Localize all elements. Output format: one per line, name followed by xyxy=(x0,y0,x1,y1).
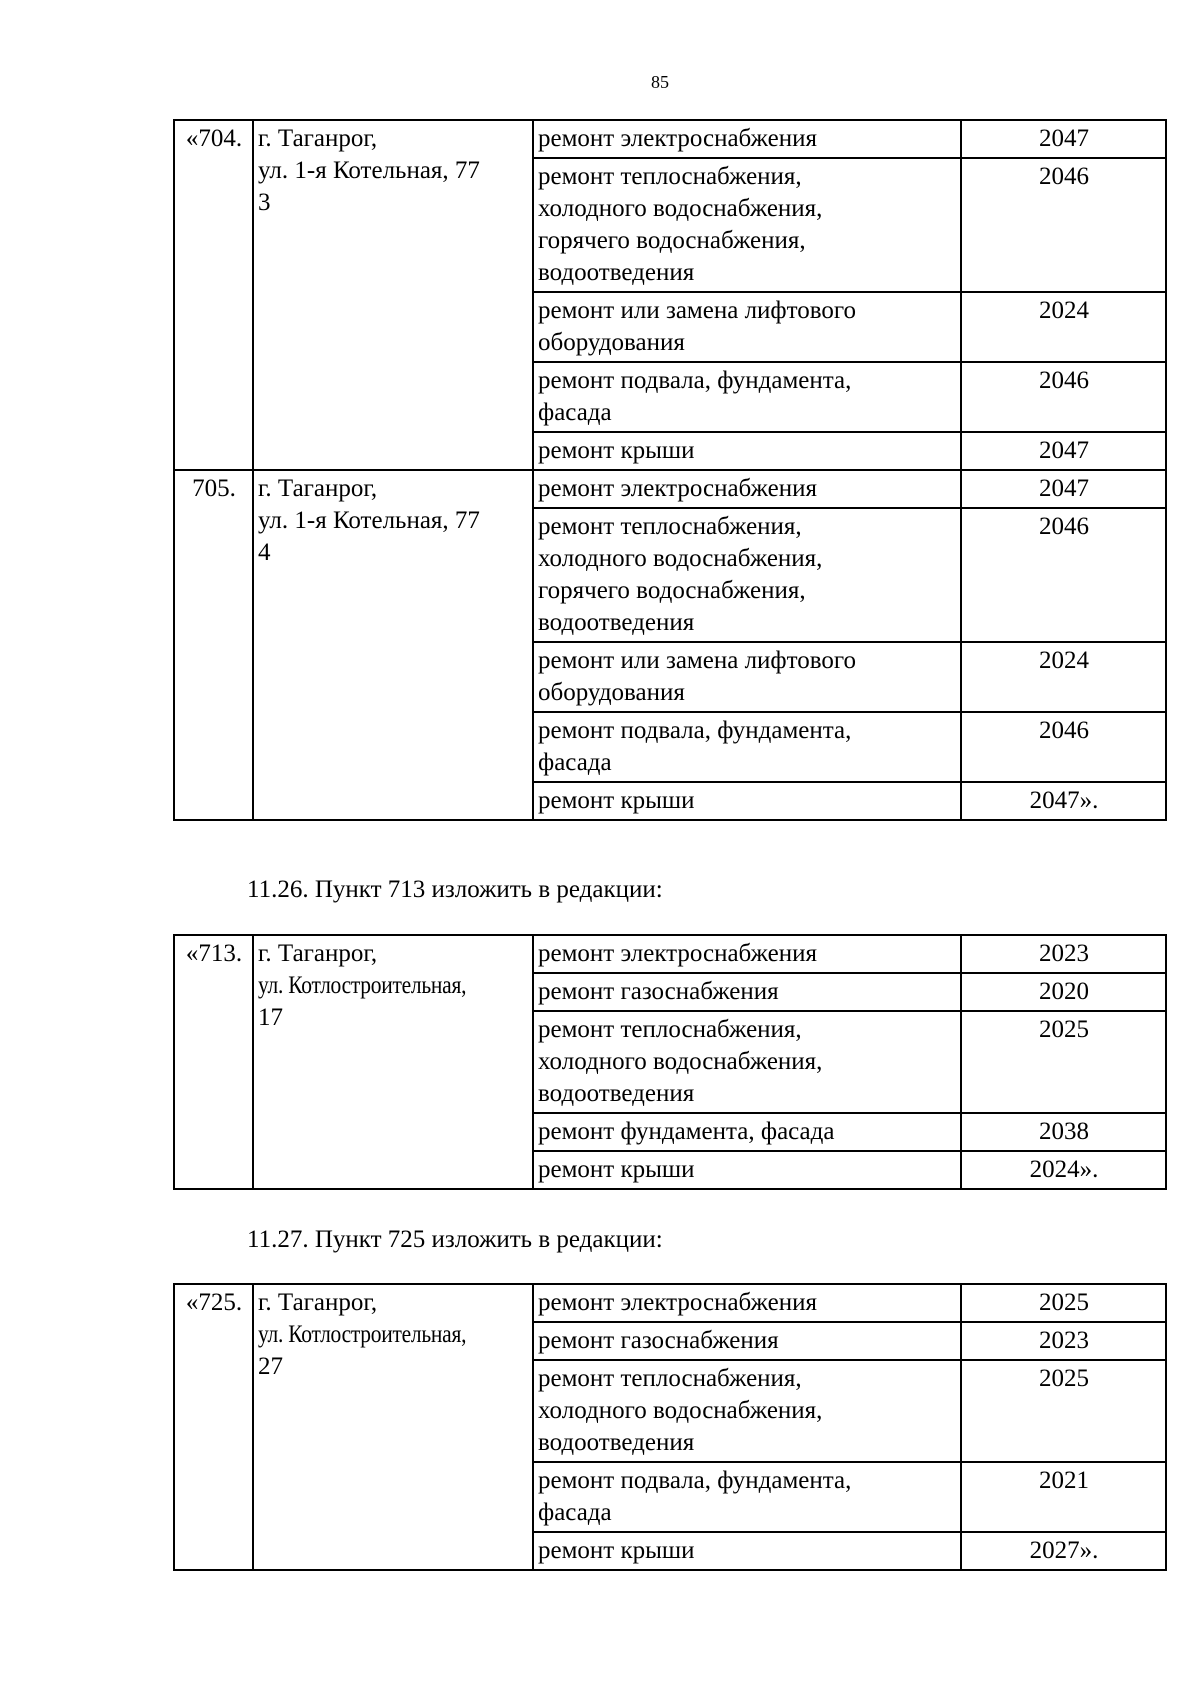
year-cell: 2047». xyxy=(961,782,1166,820)
work-type-text: водоотведения xyxy=(538,1080,695,1107)
work-type-cell xyxy=(533,1113,961,1151)
work-type-text: холодного водоснабжения, xyxy=(538,195,823,222)
work-type-text: ремонт крыши xyxy=(538,1537,695,1564)
address-street-text: ул. Котлостроительная, xyxy=(258,1321,467,1348)
work-type-cell xyxy=(533,1532,961,1570)
address-street-text: ул. Котлостроительная, xyxy=(258,972,467,999)
year-cell: 2038 xyxy=(961,1113,1166,1151)
work-type-text: ремонт подвала, фундамента, xyxy=(538,717,852,744)
work-type-text: ремонт теплоснабжения, xyxy=(538,513,802,540)
year-cell: 2047 xyxy=(961,120,1166,158)
work-type-text: ремонт электроснабжения xyxy=(538,1289,817,1316)
work-type-text: горячего водоснабжения, xyxy=(538,577,806,604)
work-type-text: ремонт крыши xyxy=(538,1156,695,1183)
work-type-text: холодного водоснабжения, xyxy=(538,545,823,572)
work-type-text: ремонт крыши xyxy=(538,437,695,464)
year-cell: 2024». xyxy=(961,1151,1166,1189)
year-cell: 2047 xyxy=(961,432,1166,470)
year-cell: 2023 xyxy=(961,935,1166,973)
page-number: 85 xyxy=(651,72,669,92)
year-cell: 2020 xyxy=(961,973,1166,1011)
address-building: 17 xyxy=(258,1004,283,1031)
item-number: «725. xyxy=(174,1284,253,1570)
work-type-cell xyxy=(533,1151,961,1189)
address-cell xyxy=(253,470,533,820)
address-cell xyxy=(253,120,533,470)
table-row xyxy=(174,470,1166,508)
work-type-cell xyxy=(533,120,961,158)
year-cell: 2025 xyxy=(961,1284,1166,1322)
year-cell: 2025 xyxy=(961,1011,1166,1113)
work-type-text: горячего водоснабжения, xyxy=(538,227,806,254)
work-type-text: холодного водоснабжения, xyxy=(538,1048,823,1075)
work-type-cell xyxy=(533,782,961,820)
year-cell: 2021 xyxy=(961,1462,1166,1532)
year-cell: 2024 xyxy=(961,292,1166,362)
work-type-text: ремонт электроснабжения xyxy=(538,125,817,152)
work-type-cell xyxy=(533,1011,961,1113)
address-street: ул. 1-я Котельная, 77 xyxy=(258,507,480,534)
work-type-text: ремонт электроснабжения xyxy=(538,475,817,502)
work-type-text: оборудования xyxy=(538,329,685,356)
work-type-text: ремонт или замена лифтового xyxy=(538,647,856,674)
work-type-text: ремонт фундамента, фасада xyxy=(538,1118,835,1145)
table-row xyxy=(174,935,1166,973)
address-building: 27 xyxy=(258,1353,283,1380)
work-type-text: ремонт крыши xyxy=(538,787,695,814)
work-type-cell xyxy=(533,712,961,782)
year-cell: 2046 xyxy=(961,362,1166,432)
work-type-cell xyxy=(533,935,961,973)
work-type-text: ремонт газоснабжения xyxy=(538,1327,779,1354)
work-type-cell xyxy=(533,508,961,642)
work-type-text: фасада xyxy=(538,1499,612,1526)
work-type-text: ремонт подвала, фундамента, xyxy=(538,1467,852,1494)
address-street xyxy=(258,970,529,1002)
work-type-text: ремонт или замена лифтового xyxy=(538,297,856,324)
year-cell: 2023 xyxy=(961,1322,1166,1360)
work-type-cell xyxy=(533,1360,961,1462)
year-cell: 2046 xyxy=(961,712,1166,782)
work-type-cell xyxy=(533,1322,961,1360)
year-cell: 2025 xyxy=(961,1360,1166,1462)
work-type-text: водоотведения xyxy=(538,1429,695,1456)
work-type-text: фасада xyxy=(538,399,612,426)
table-row xyxy=(174,1284,1166,1322)
address-street: ул. 1-я Котельная, 77 xyxy=(258,157,480,184)
work-type-text: ремонт электроснабжения xyxy=(538,940,817,967)
address-cell xyxy=(253,1284,533,1570)
table-row xyxy=(174,120,1166,158)
paragraph-11-26: 11.26. Пункт 713 изложить в редакции: xyxy=(247,876,663,903)
work-type-text: ремонт газоснабжения xyxy=(538,978,779,1005)
work-type-text: оборудования xyxy=(538,679,685,706)
address-building: 4 xyxy=(258,539,271,566)
year-cell: 2024 xyxy=(961,642,1166,712)
repair-schedule-table-2 xyxy=(173,934,1167,1190)
work-type-text: ремонт теплоснабжения, xyxy=(538,163,802,190)
work-type-cell xyxy=(533,1284,961,1322)
year-cell: 2046 xyxy=(961,158,1166,292)
work-type-cell xyxy=(533,470,961,508)
work-type-cell xyxy=(533,973,961,1011)
address-building: 3 xyxy=(258,189,271,216)
year-cell: 2027». xyxy=(961,1532,1166,1570)
repair-schedule-table-1 xyxy=(173,119,1167,821)
work-type-cell xyxy=(533,292,961,362)
address-city: г. Таганрог, xyxy=(258,940,378,967)
year-cell: 2046 xyxy=(961,508,1166,642)
paragraph-11-27: 11.27. Пункт 725 изложить в редакции: xyxy=(247,1226,663,1253)
item-number: «713. xyxy=(174,935,253,1189)
item-number: «704. xyxy=(174,120,253,470)
address-cell xyxy=(253,935,533,1189)
work-type-text: ремонт теплоснабжения, xyxy=(538,1365,802,1392)
work-type-cell xyxy=(533,1462,961,1532)
work-type-cell xyxy=(533,432,961,470)
address-city: г. Таганрог, xyxy=(258,1289,378,1316)
work-type-text: водоотведения xyxy=(538,609,695,636)
repair-schedule-table-3 xyxy=(173,1283,1167,1571)
address-city: г. Таганрог, xyxy=(258,125,378,152)
address-street xyxy=(258,1319,529,1351)
work-type-text: ремонт подвала, фундамента, xyxy=(538,367,852,394)
item-number: 705. xyxy=(174,470,253,820)
work-type-text: ремонт теплоснабжения, xyxy=(538,1016,802,1043)
work-type-text: водоотведения xyxy=(538,259,695,286)
work-type-cell xyxy=(533,158,961,292)
year-cell: 2047 xyxy=(961,470,1166,508)
work-type-cell xyxy=(533,642,961,712)
work-type-text: холодного водоснабжения, xyxy=(538,1397,823,1424)
work-type-cell xyxy=(533,362,961,432)
work-type-text: фасада xyxy=(538,749,612,776)
address-city: г. Таганрог, xyxy=(258,475,378,502)
